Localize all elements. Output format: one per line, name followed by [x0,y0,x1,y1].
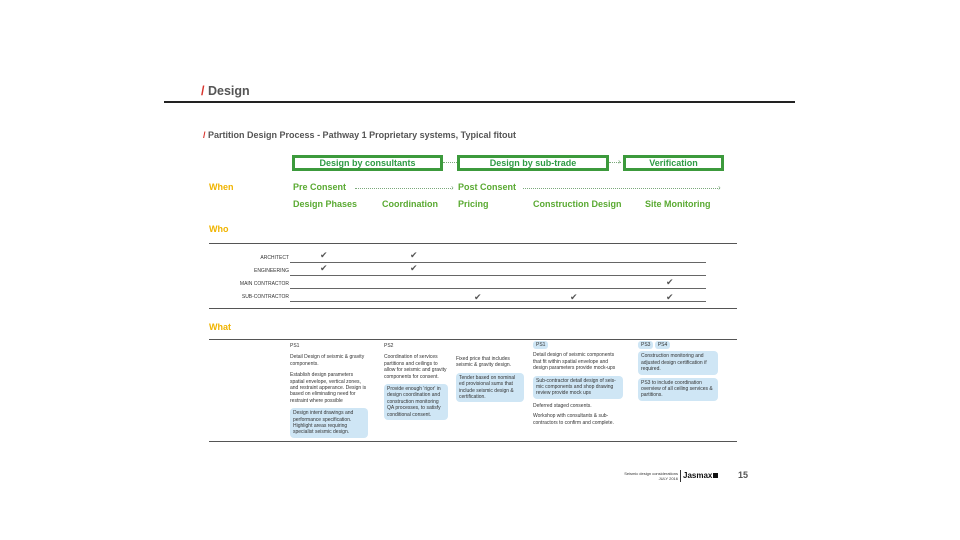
phase-label: Design by consultants [319,158,416,168]
tag-ps2: PS2 [384,343,394,349]
role-rule [290,275,706,276]
header-rule [164,101,795,103]
check-icon: ✔ [320,263,328,273]
section-title [201,84,250,98]
what-top-rule [209,339,737,340]
check-icon: ✔ [666,292,674,302]
stage-coordination: Coordination [382,199,438,209]
col4-text-3: Workshop with consultants & sub-contractors to confirm and complete. [533,413,614,426]
footer-divider [680,470,681,482]
check-icon: ✔ [474,292,482,302]
phase-verification [623,155,724,171]
role-main-contractor: MAIN CONTRACTOR [239,281,289,287]
what-label: What [209,322,231,332]
role-rule [290,301,706,302]
logo-square-icon [713,473,718,478]
col2-highlight: Provide enough 'rigor' in design coordination and construction monitoring QA processes, to satisfy conditional consent. [384,384,448,420]
role-rule [290,262,706,263]
who-label: Who [209,224,229,234]
stage-design-phases: Design Phases [293,199,358,209]
phase-connector [443,162,457,163]
check-icon: ✔ [320,250,328,260]
tag-ps4: PS4 [655,341,670,349]
when-label: When [209,182,234,192]
subtitle-text: Partition Design Process - Pathway 1 Proprietary systems, Typical fitout [208,130,516,140]
col1-text-1: Detail Design of seismic & gravity components. [290,354,365,367]
subtitle-slash: / [203,130,206,140]
role-architect: ARCHITECT [260,255,289,261]
timeline-dotted [355,188,453,189]
subtitle [203,130,516,140]
role-sub-contractor: SUB-CONTRACTOR [241,294,289,300]
section-slash: / [201,84,205,98]
role-rule [290,288,706,289]
col5-highlight-1: Construction monitoring and adjusted design certification if required. [638,351,718,374]
check-icon: ✔ [410,250,418,260]
col1-highlight: Design intent drawings and performance specification. Highlight areas requiring specialist seismic design. [290,408,368,438]
who-top-rule [209,243,737,244]
what-col-1 [290,343,368,438]
phase-design-by-subtrade [457,155,609,171]
what-bottom-rule [209,441,737,442]
pre-consent-label: Pre Consent [293,182,347,192]
jasmax-logo [683,471,718,480]
logo-text: Jasmax [683,471,713,480]
who-bottom-rule [209,308,737,309]
timeline-dotted [523,188,720,189]
stage-site-monitoring: Site Monitoring [645,199,711,209]
check-icon: ✔ [666,277,674,287]
tag-ps1: PS1 [290,343,300,349]
col1-text-2: Establish design parameters spatial envelope, vertical zones, and restraint apperance. Design is based on eliminating need for restraint where possible [290,372,367,404]
post-consent-label: Post Consent [458,182,517,192]
what-col-3 [456,356,524,402]
footer-date: JULY 2016 [658,476,678,481]
col4-highlight: Sub-contractor detail design of seis-mic components and shop drawing review provide mock ups [533,376,623,399]
col4-text-1: Detail design of seismic components that fit within spatial envelope and design parameters provide mock-ups [533,352,616,372]
col3-text-1: Fixed price that includes seismic & gravity design. [456,356,512,369]
footer-doc-info [590,471,678,481]
col5-highlight-2: PS3 to include coordination overview of all ceiling services & partitions. [638,378,718,401]
tag-ps3: PS3 [638,341,653,349]
arrowhead-icon: › [451,183,454,192]
page-number: 15 [738,470,749,480]
phase-label: Verification [649,158,698,168]
check-icon: ✔ [410,263,418,273]
check-icon: ✔ [570,292,578,302]
arrowhead-icon: › [618,157,621,166]
what-col-5 [638,342,718,401]
col2-text-1: Coordination of services partitions and ceilings to allow for seismic and gravity components for consent. [384,354,447,380]
phase-design-by-consultants [292,155,443,171]
tag-ps1: PS1 [533,341,548,349]
stage-construction-design: Construction Design [533,199,622,209]
col3-highlight: Tender based on nominal ed provisional sums that include seismic design & certification. [456,373,524,403]
stage-pricing: Pricing [458,199,489,209]
what-col-4 [533,342,623,426]
what-col-2 [384,343,448,420]
phase-label: Design by sub-trade [489,158,577,168]
arrowhead-icon: › [718,183,721,192]
section-title-text: Design [207,84,250,98]
footer-doc-title: Seismic design considerations [624,471,678,476]
col4-text-2: Deferred staged consents. [533,402,592,409]
role-engineering: ENGINEERING [253,268,289,274]
